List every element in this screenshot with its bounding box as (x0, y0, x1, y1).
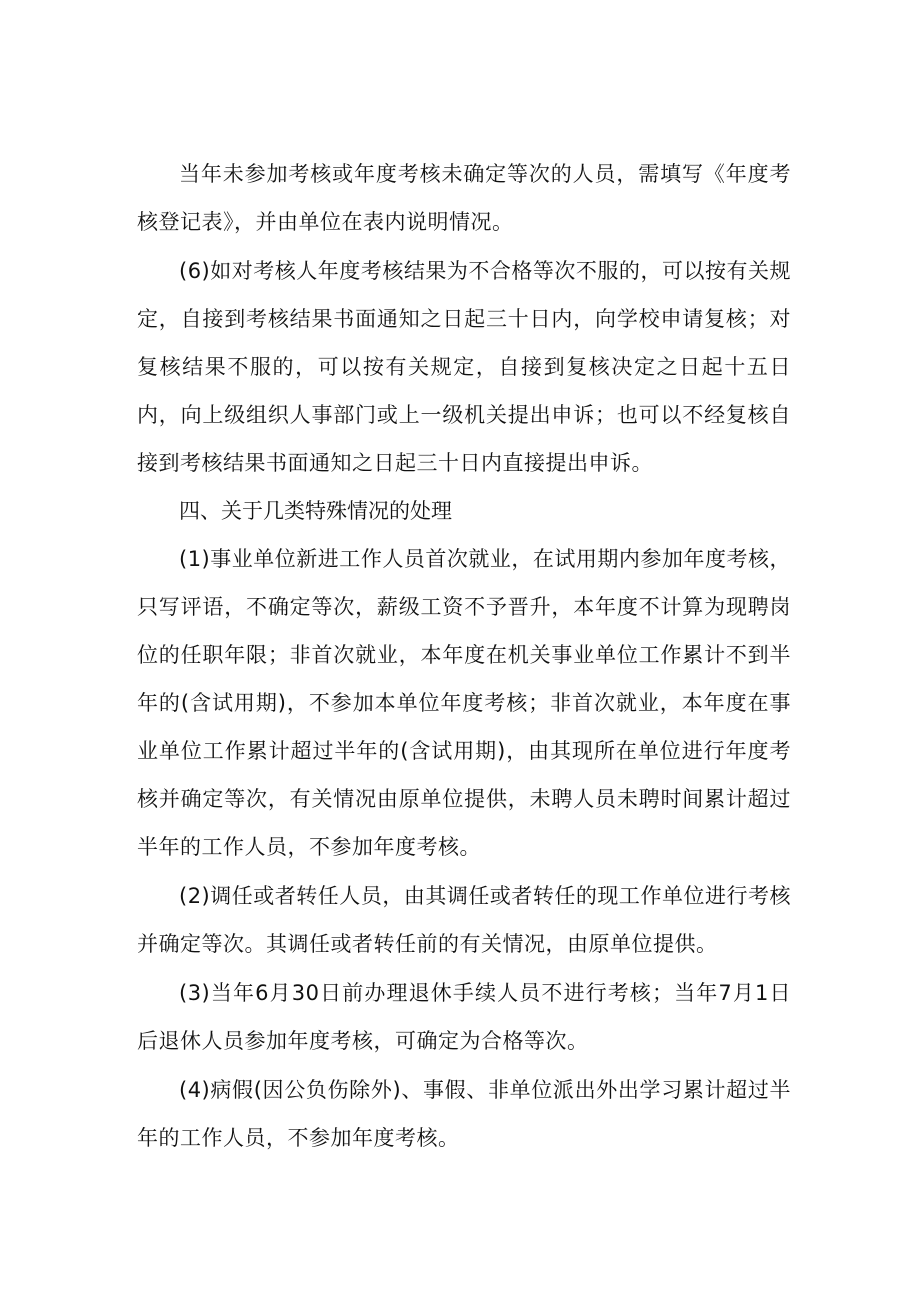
paragraph-retired-staff: (3)当年6月30日前办理退休手续人员不进行考核；当年7月1日后退休人员参加年度考核，可确定为合格等次。 (137, 981, 791, 1053)
document-body (137, 150, 791, 1162)
paragraph-leave-staff: (4)病假(因公负伤除外)、事假、非单位派出外出学习累计超过半年的工作人员，不参加年度考核。 (137, 1078, 791, 1150)
paragraph-transferred-staff: (2)调任或者转任人员，由其调任或者转任的现工作单位进行考核并确定等次。其调任或者转任前的有关情况，由原单位提供。 (137, 884, 791, 956)
paragraph-new-staff: (1)事业单位新进工作人员首次就业，在试用期内参加年度考核，只写评语，不确定等次，薪级工资不予晋升，本年度不计算为现聘岗位的任职年限；非首次就业，本年度在机关事业单位工作累计不到半年的(含试用期)，不参加本单位年度考核；非首次就业，本年度在事业单位工作累计超过半年的(含试用期)，由其现所在单位进行年度考核并确定等次，有关情况由原单位提供，未聘人员未聘时间累计超过半年的工作人员，不参加年度考核。 (137, 547, 791, 859)
paragraph-unassessed-staff: 当年未参加考核或年度考核未确定等次的人员，需填写《年度考核登记表》，并由单位在表内说明情况。 (137, 162, 791, 234)
section-heading-special-cases: 四、关于几类特殊情况的处理 (179, 499, 452, 523)
paragraph-appeal-procedure: (6)如对考核人年度考核结果为不合格等次不服的，可以按有关规定，自接到考核结果书面通知之日起三十日内，向学校申请复核；对复核结果不服的，可以按有关规定，自接到复核决定之日起十五日内，向上级组织人事部门或上一级机关提出申诉；也可以不经复核自接到考核结果书面通知之日起三十日内直接提出申诉。 (137, 259, 791, 475)
